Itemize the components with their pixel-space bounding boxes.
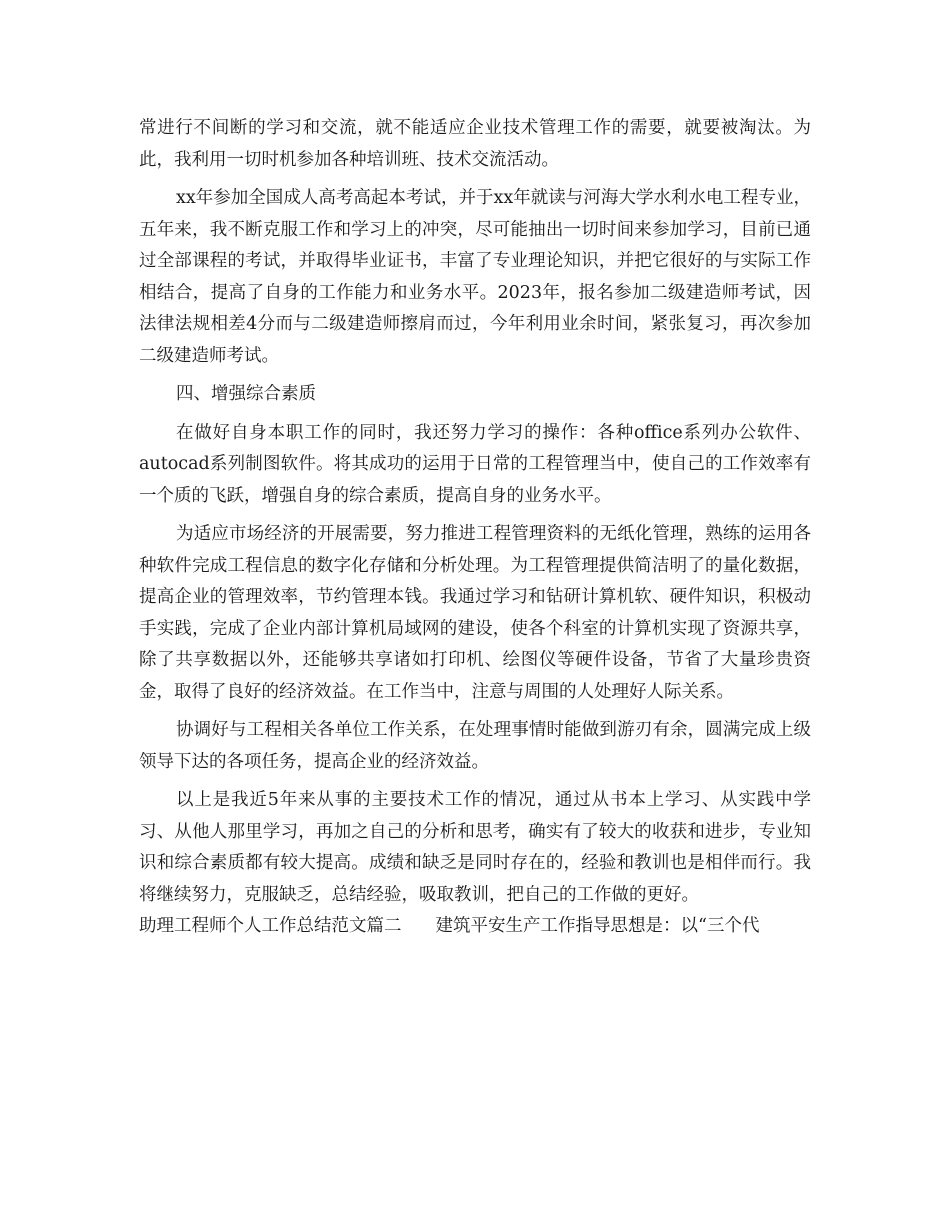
next-article-title: 助理工程师个人工作总结范文篇二: [139, 916, 402, 936]
next-article-excerpt: 建筑平安生产工作指导思想是：以“三个代: [435, 916, 760, 936]
paragraph-6: 协调好与工程相关各单位工作关系，在处理事情时能做到游刃有余，圆满完成上级领导下达的各项任务，提高企业的经济效益。: [139, 720, 811, 772]
paragraph-4: 在做好自身本职工作的同时，我还努力学习的操作：各种office系列办公软件、autocad系列制图软件。将其成功的运用于日常的工程管理当中，使自己的工作效率有一个质的飞跃，增强自身的综合素质，提高自身的业务水平。: [139, 422, 811, 506]
title-spacer: [402, 911, 436, 943]
paragraph-2: xx年参加全国成人高考高起本考试，并于xx年就读与河海大学水利水电工程专业，五年来，我不断克服工作和学习上的冲突，尽可能抽出一切时间来参加学习，目前已通过全部课程的考试，并取得毕业证书，丰富了专业理论知识，并把它很好的与实际工作相结合，提高了自身的工作能力和业务水平。2023年，报名参加二级建造师考试，因法律法规相差4分而与二级建造师擦肩而过，今年利用业余时间，紧张复习，再次参加二级建造师考试。: [139, 188, 811, 366]
paragraph-5: 为适应市场经济的开展需要，努力推进工程管理资料的无纸化管理，熟练的运用各种软件完成工程信息的数字化存储和分析处理。为工程管理提供简洁明了的量化数据，提高企业的管理效率，节约管理本钱。我通过学习和钻研计算机软、硬件知识，积极动手实践，完成了企业内部计算机局域网的建设，使各个科室的计算机实现了资源共享，除了共享数据以外，还能够共享诸如打印机、绘图仪等硬件设备，节省了大量珍贵资金，取得了良好的经济效益。在工作当中，注意与周围的人处理好人际关系。: [139, 524, 811, 702]
section-heading-4: 四、增强综合素质: [176, 384, 316, 404]
next-article-line: [139, 911, 811, 943]
paragraph-1: 常进行不间断的学习和交流，就不能适应企业技术管理工作的需要，就要被淘汰。为此，我利用一切时机参加各种培训班、技术交流活动。: [139, 118, 811, 170]
document-body: [139, 113, 811, 943]
paragraph-7: 以上是我近5年来从事的主要技术工作的情况，通过从书本上学习、从实践中学习、从他人那里学习，再加之自己的分析和思考，确实有了较大的收获和进步，专业知识和综合素质都有较大提高。成绩和缺乏是同时存在的，经验和教训也是相伴而行。我将继续努力，克服缺乏，总结经验，吸取教训，把自己的工作做的更好。: [139, 790, 811, 905]
